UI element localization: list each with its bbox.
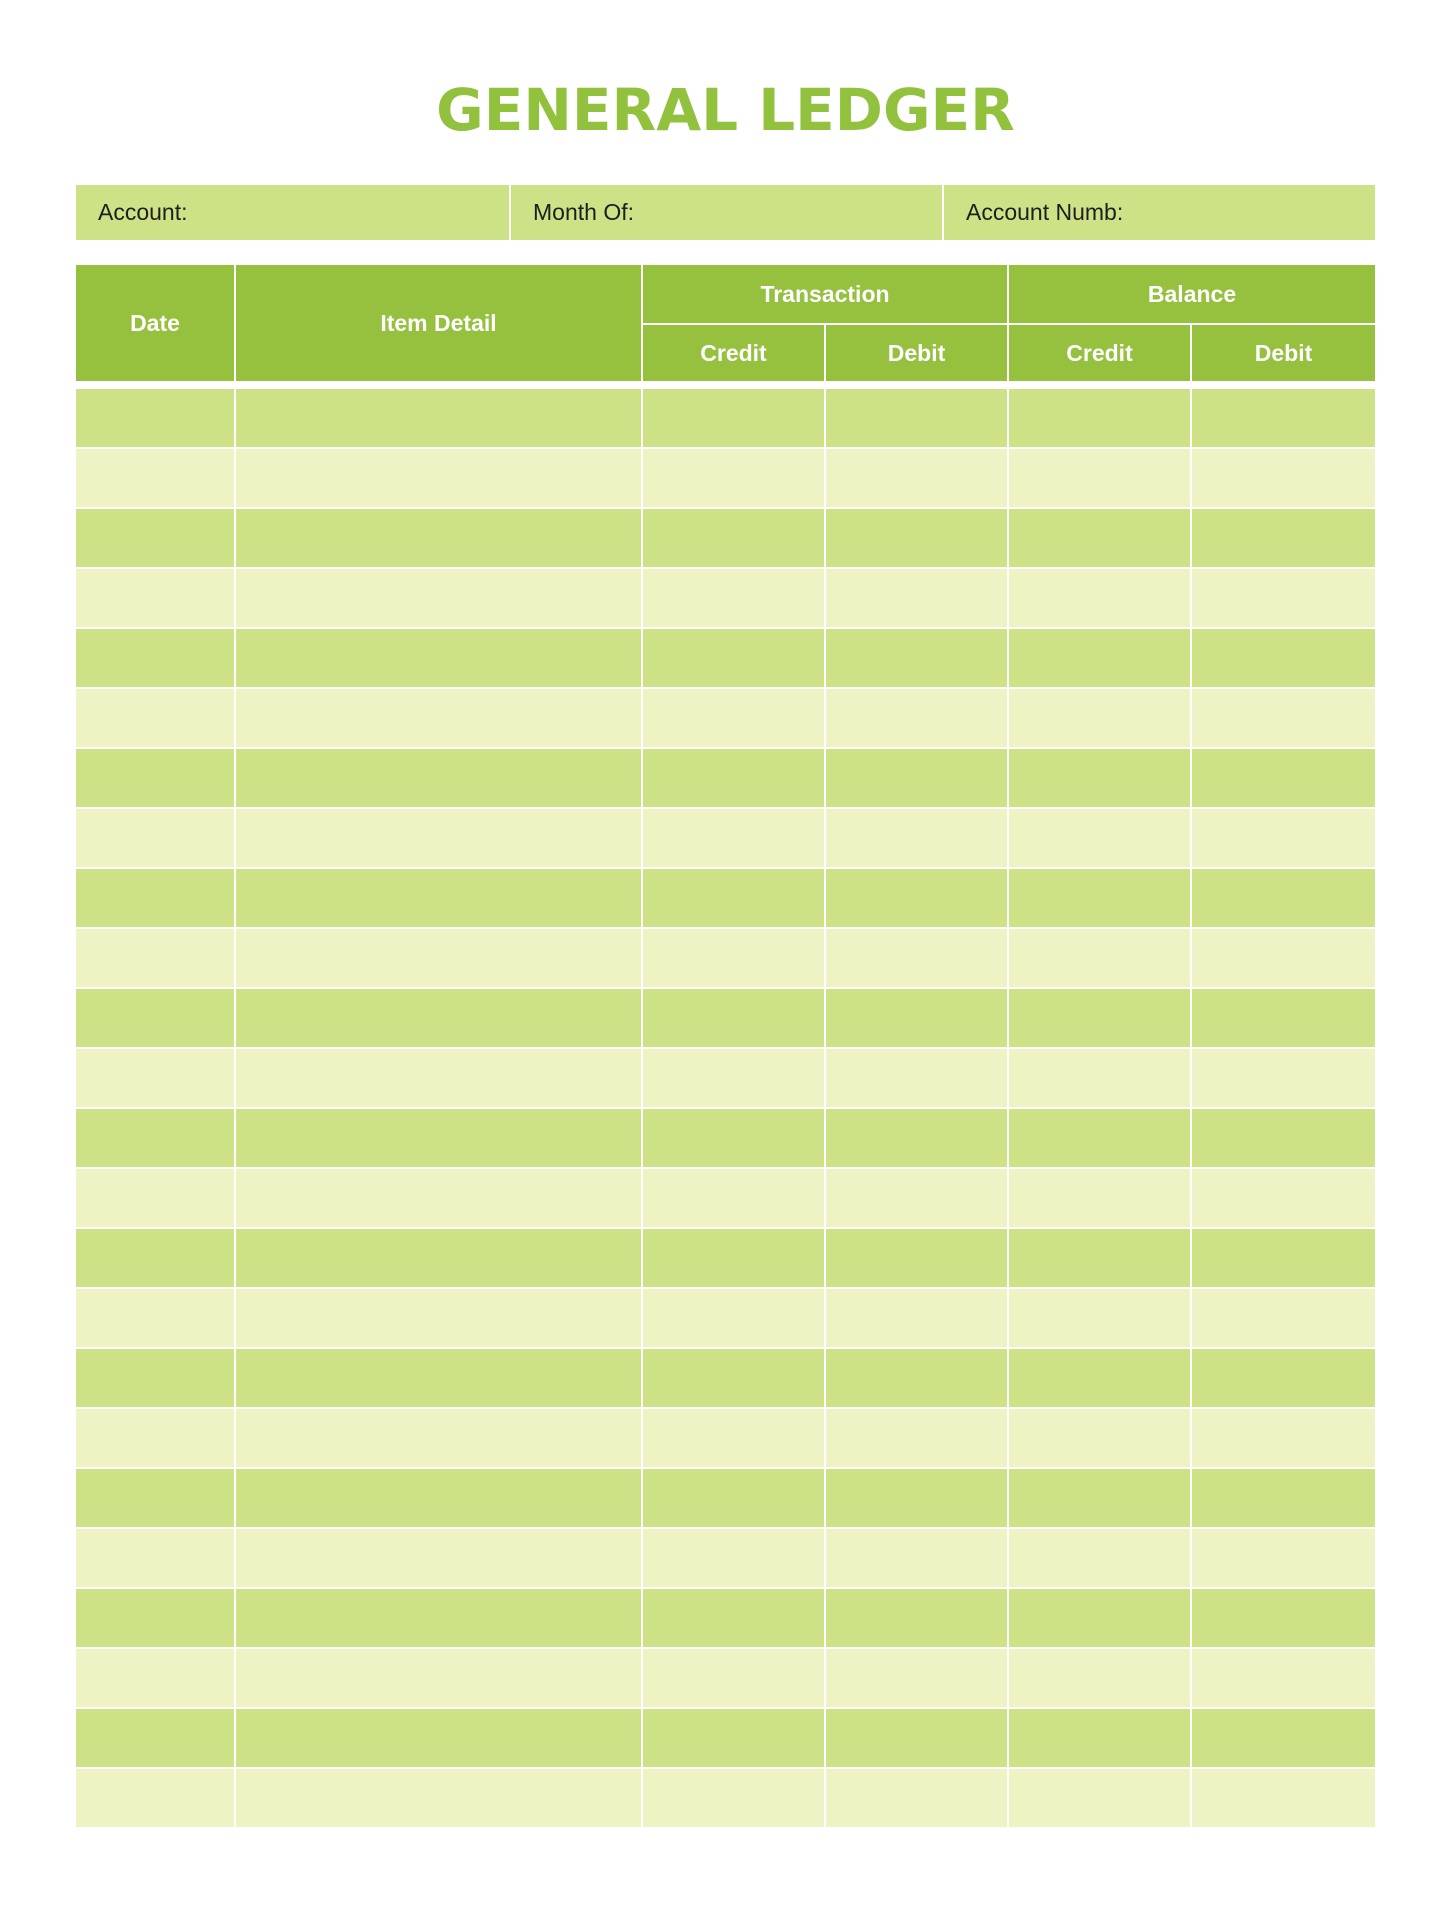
- date-cell[interactable]: [76, 1769, 236, 1827]
- date-column-header: Date: [76, 265, 236, 389]
- item-detail-cell[interactable]: [236, 629, 643, 689]
- transaction-credit-cell[interactable]: [643, 1229, 826, 1289]
- transaction-debit-cell[interactable]: [826, 1229, 1009, 1289]
- transaction-debit-cell[interactable]: [826, 1709, 1009, 1769]
- balance-debit-cell[interactable]: [1192, 689, 1375, 749]
- balance-debit-cell[interactable]: [1192, 1769, 1375, 1827]
- transaction-debit-cell[interactable]: [826, 1349, 1009, 1409]
- balance-debit-cell[interactable]: [1192, 1529, 1375, 1589]
- balance-credit-cell[interactable]: [1009, 509, 1192, 569]
- item-detail-cell[interactable]: [236, 449, 643, 509]
- table-row: [76, 1289, 1375, 1349]
- item-detail-cell[interactable]: [236, 569, 643, 629]
- transaction-debit-cell[interactable]: [826, 1649, 1009, 1709]
- balance-debit-cell[interactable]: [1192, 1409, 1375, 1469]
- transaction-debit-cell[interactable]: [826, 1109, 1009, 1169]
- transaction-debit-cell[interactable]: [826, 1469, 1009, 1529]
- table-row: [76, 1229, 1375, 1289]
- date-cell[interactable]: [76, 749, 236, 809]
- table-header-row: [76, 265, 1375, 325]
- table-row: [76, 1469, 1375, 1529]
- balance-debit-cell[interactable]: [1192, 1289, 1375, 1349]
- item-detail-cell[interactable]: [236, 869, 643, 929]
- item-detail-cell[interactable]: [236, 1409, 643, 1469]
- balance-debit-cell[interactable]: [1192, 1229, 1375, 1289]
- transaction-credit-cell[interactable]: [643, 449, 826, 509]
- transaction-credit-cell[interactable]: [643, 389, 826, 449]
- transaction-debit-cell[interactable]: [826, 1289, 1009, 1349]
- balance-credit-header: Credit: [1009, 325, 1192, 389]
- transaction-debit-cell[interactable]: [826, 869, 1009, 929]
- date-cell[interactable]: [76, 1649, 236, 1709]
- transaction-debit-cell[interactable]: [826, 1529, 1009, 1589]
- date-cell[interactable]: [76, 569, 236, 629]
- transaction-credit-cell[interactable]: [643, 869, 826, 929]
- balance-credit-cell[interactable]: [1009, 749, 1192, 809]
- table-row: [76, 1409, 1375, 1469]
- balance-credit-cell[interactable]: [1009, 629, 1192, 689]
- balance-credit-cell[interactable]: [1009, 1109, 1192, 1169]
- transaction-debit-cell[interactable]: [826, 1589, 1009, 1649]
- balance-debit-cell[interactable]: [1192, 1049, 1375, 1109]
- transaction-debit-cell[interactable]: [826, 1049, 1009, 1109]
- table-row: [76, 1109, 1375, 1169]
- table-row: [76, 629, 1375, 689]
- item-detail-cell[interactable]: [236, 1229, 643, 1289]
- balance-credit-cell[interactable]: [1009, 1649, 1192, 1709]
- balance-debit-cell[interactable]: [1192, 1589, 1375, 1649]
- balance-credit-cell[interactable]: [1009, 1769, 1192, 1827]
- balance-credit-cell[interactable]: [1009, 449, 1192, 509]
- transaction-credit-cell[interactable]: [643, 1349, 826, 1409]
- balance-credit-cell[interactable]: [1009, 1169, 1192, 1229]
- balance-debit-cell[interactable]: [1192, 509, 1375, 569]
- table-row: [76, 989, 1375, 1049]
- transaction-credit-cell[interactable]: [643, 749, 826, 809]
- transaction-credit-cell[interactable]: [643, 1109, 826, 1169]
- date-cell[interactable]: [76, 629, 236, 689]
- account-number-field[interactable]: Account Numb:: [942, 185, 1375, 240]
- balance-debit-cell[interactable]: [1192, 1649, 1375, 1709]
- table-row: [76, 1049, 1375, 1109]
- transaction-credit-cell[interactable]: [643, 1649, 826, 1709]
- table-row: [76, 1529, 1375, 1589]
- balance-credit-cell[interactable]: [1009, 989, 1192, 1049]
- date-cell[interactable]: [76, 689, 236, 749]
- transaction-group-header: Transaction: [643, 265, 1009, 325]
- balance-group-header: Balance: [1009, 265, 1375, 325]
- item-detail-cell[interactable]: [236, 1649, 643, 1709]
- transaction-credit-cell[interactable]: [643, 689, 826, 749]
- page-title: GENERAL LEDGER: [436, 76, 1015, 144]
- balance-credit-cell[interactable]: [1009, 1049, 1192, 1109]
- item-detail-cell[interactable]: [236, 1529, 643, 1589]
- transaction-debit-cell[interactable]: [826, 1409, 1009, 1469]
- balance-credit-cell[interactable]: [1009, 389, 1192, 449]
- table-row: [76, 1589, 1375, 1649]
- date-cell[interactable]: [76, 389, 236, 449]
- transaction-credit-cell[interactable]: [643, 989, 826, 1049]
- balance-debit-cell[interactable]: [1192, 749, 1375, 809]
- balance-debit-cell[interactable]: [1192, 809, 1375, 869]
- date-cell[interactable]: [76, 929, 236, 989]
- transaction-debit-cell[interactable]: [826, 749, 1009, 809]
- transaction-credit-cell[interactable]: [643, 1769, 826, 1827]
- balance-debit-cell[interactable]: [1192, 389, 1375, 449]
- transaction-credit-cell[interactable]: [643, 809, 826, 869]
- date-cell[interactable]: [76, 1409, 236, 1469]
- item-detail-cell[interactable]: [236, 689, 643, 749]
- date-cell[interactable]: [76, 869, 236, 929]
- item-detail-cell[interactable]: [236, 1769, 643, 1827]
- balance-debit-cell[interactable]: [1192, 1469, 1375, 1529]
- balance-credit-cell[interactable]: [1009, 1709, 1192, 1769]
- table-row: [76, 689, 1375, 749]
- item-detail-cell[interactable]: [236, 509, 643, 569]
- date-cell[interactable]: [76, 1169, 236, 1229]
- balance-credit-cell[interactable]: [1009, 809, 1192, 869]
- transaction-debit-cell[interactable]: [826, 989, 1009, 1049]
- transaction-credit-cell[interactable]: [643, 1529, 826, 1589]
- transaction-credit-cell[interactable]: [643, 929, 826, 989]
- balance-debit-cell[interactable]: [1192, 629, 1375, 689]
- table-row: [76, 869, 1375, 929]
- month-of-field[interactable]: Month Of:: [509, 185, 942, 240]
- balance-credit-cell[interactable]: [1009, 1349, 1192, 1409]
- table-row: [76, 449, 1375, 509]
- item-detail-cell[interactable]: [236, 1289, 643, 1349]
- date-cell[interactable]: [76, 1349, 236, 1409]
- transaction-credit-cell[interactable]: [643, 1409, 826, 1469]
- balance-credit-cell[interactable]: [1009, 569, 1192, 629]
- balance-credit-cell[interactable]: [1009, 1589, 1192, 1649]
- table-row: [76, 1769, 1375, 1827]
- date-cell[interactable]: [76, 1289, 236, 1349]
- table-row: [76, 749, 1375, 809]
- ledger-table: [76, 265, 1375, 1827]
- transaction-credit-cell[interactable]: [643, 1469, 826, 1529]
- item-detail-cell[interactable]: [236, 809, 643, 869]
- transaction-credit-cell[interactable]: [643, 1589, 826, 1649]
- item-detail-cell[interactable]: [236, 929, 643, 989]
- date-cell[interactable]: [76, 989, 236, 1049]
- item-detail-cell[interactable]: [236, 1709, 643, 1769]
- transaction-debit-cell[interactable]: [826, 509, 1009, 569]
- balance-debit-header: Debit: [1192, 325, 1375, 389]
- balance-credit-cell[interactable]: [1009, 869, 1192, 929]
- balance-debit-cell[interactable]: [1192, 1109, 1375, 1169]
- item-detail-cell[interactable]: [236, 389, 643, 449]
- item-detail-cell[interactable]: [236, 749, 643, 809]
- balance-credit-cell[interactable]: [1009, 1409, 1192, 1469]
- balance-credit-cell[interactable]: [1009, 689, 1192, 749]
- transaction-credit-header: Credit: [643, 325, 826, 389]
- date-cell[interactable]: [76, 1529, 236, 1589]
- table-row: [76, 1349, 1375, 1409]
- balance-debit-cell[interactable]: [1192, 1709, 1375, 1769]
- transaction-debit-cell[interactable]: [826, 1169, 1009, 1229]
- balance-debit-cell[interactable]: [1192, 1349, 1375, 1409]
- transaction-debit-header: Debit: [826, 325, 1009, 389]
- item-detail-column-header: Item Detail: [236, 265, 643, 389]
- balance-credit-cell[interactable]: [1009, 1529, 1192, 1589]
- balance-debit-cell[interactable]: [1192, 1169, 1375, 1229]
- transaction-debit-cell[interactable]: [826, 1769, 1009, 1827]
- ledger-body: [76, 389, 1375, 1827]
- transaction-debit-cell[interactable]: [826, 929, 1009, 989]
- date-cell[interactable]: [76, 1469, 236, 1529]
- table-row: [76, 509, 1375, 569]
- item-detail-cell[interactable]: [236, 1589, 643, 1649]
- table-row: [76, 809, 1375, 869]
- date-cell[interactable]: [76, 809, 236, 869]
- table-row: [76, 569, 1375, 629]
- transaction-debit-cell[interactable]: [826, 389, 1009, 449]
- balance-debit-cell[interactable]: [1192, 569, 1375, 629]
- item-detail-cell[interactable]: [236, 1469, 643, 1529]
- transaction-credit-cell[interactable]: [643, 1709, 826, 1769]
- date-cell[interactable]: [76, 1229, 236, 1289]
- balance-credit-cell[interactable]: [1009, 1229, 1192, 1289]
- date-cell[interactable]: [76, 1709, 236, 1769]
- item-detail-cell[interactable]: [236, 1349, 643, 1409]
- transaction-credit-cell[interactable]: [643, 1169, 826, 1229]
- balance-credit-cell[interactable]: [1009, 1289, 1192, 1349]
- item-detail-cell[interactable]: [236, 1049, 643, 1109]
- table-row: [76, 1169, 1375, 1229]
- table-row: [76, 1649, 1375, 1709]
- date-cell[interactable]: [76, 449, 236, 509]
- transaction-credit-cell[interactable]: [643, 1049, 826, 1109]
- balance-debit-cell[interactable]: [1192, 869, 1375, 929]
- date-cell[interactable]: [76, 1109, 236, 1169]
- transaction-credit-cell[interactable]: [643, 509, 826, 569]
- balance-debit-cell[interactable]: [1192, 989, 1375, 1049]
- account-field[interactable]: Account:: [76, 185, 509, 240]
- item-detail-cell[interactable]: [236, 1169, 643, 1229]
- transaction-debit-cell[interactable]: [826, 689, 1009, 749]
- transaction-debit-cell[interactable]: [826, 569, 1009, 629]
- transaction-debit-cell[interactable]: [826, 809, 1009, 869]
- balance-debit-cell[interactable]: [1192, 929, 1375, 989]
- date-cell[interactable]: [76, 1589, 236, 1649]
- item-detail-cell[interactable]: [236, 1109, 643, 1169]
- table-row: [76, 389, 1375, 449]
- balance-credit-cell[interactable]: [1009, 1469, 1192, 1529]
- date-cell[interactable]: [76, 509, 236, 569]
- balance-debit-cell[interactable]: [1192, 449, 1375, 509]
- balance-credit-cell[interactable]: [1009, 929, 1192, 989]
- transaction-credit-cell[interactable]: [643, 629, 826, 689]
- table-row: [76, 1709, 1375, 1769]
- transaction-debit-cell[interactable]: [826, 449, 1009, 509]
- transaction-credit-cell[interactable]: [643, 1289, 826, 1349]
- date-cell[interactable]: [76, 1049, 236, 1109]
- table-row: [76, 929, 1375, 989]
- transaction-credit-cell[interactable]: [643, 569, 826, 629]
- transaction-debit-cell[interactable]: [826, 629, 1009, 689]
- item-detail-cell[interactable]: [236, 989, 643, 1049]
- account-info-bar: [76, 185, 1375, 240]
